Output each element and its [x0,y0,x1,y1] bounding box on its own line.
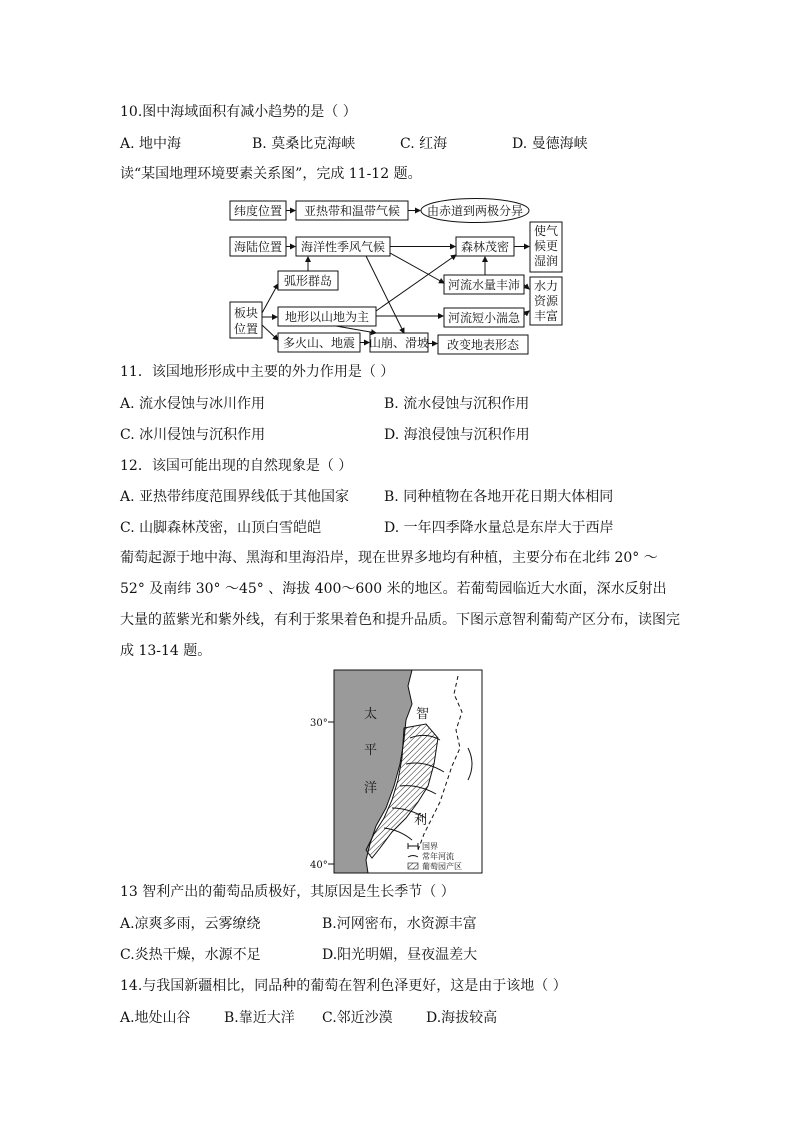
q12-option-a: A. 亚热带纬度范围界线低于其他国家 [120,489,350,505]
q11-option-a: A. 流水侵蚀与冰川作用 [120,396,266,412]
label-humid-2: 候更 [533,239,559,253]
label-landslide: 山崩、滑坡 [368,336,430,350]
label-subtropical-climate: 亚热带和温带气候 [303,204,401,218]
relationship-diagram [226,197,566,357]
q11-option-c: C. 冰川侵蚀与沉积作用 [120,427,266,443]
label-surface-change: 改变地表形态 [446,338,520,352]
label-hydro-3: 丰富 [533,309,559,323]
label-volcano-quake: 多火山、地震 [282,336,356,350]
country-char-1: 智 [416,707,430,722]
q12-option-d: D. 一年四季降水量总是东岸大于西岸 [384,520,614,536]
question-10-stem: 10.图中海域面积有减小趋势的是（ ） [120,104,357,120]
q14-option-a: A.地处山谷 [120,1010,191,1026]
q12-option-c: C. 山脚森林茂密，山顶白雪皑皑 [120,520,322,536]
q10-option-d: D. 曼德海峡 [512,136,588,152]
q14-option-d: D.海拔较高 [426,1010,498,1026]
ocean-char-3: 洋 [364,781,378,796]
label-equator-to-poles: 由赤道到两极分异 [426,204,524,218]
label-sea-land: 海陆位置 [233,240,283,254]
grape-paragraph: 葡萄起源于地中海、黑海和里海沿岸，现在世界多地均有种植，主要分布在北纬 20° ～52° 及南纬 30° ～45° 、海拔 400～600 米的地区。若葡萄园临近大水面，深水反射出大量的蓝紫光和紫外线，有利于浆果着色和提升品质。下图示意智利葡萄产区分布，读图完成 13-14 题。 [120,550,680,659]
label-hydro-1: 水力 [533,279,559,293]
label-latitude: 纬度位置 [233,204,283,218]
intro-11-12: 读“某国地理环境要素关系图”，完成 11-12 题。 [120,166,422,182]
label-plate-2: 位置 [233,322,259,336]
label-short-rivers: 河流短小湍急 [447,311,521,325]
label-mountain-terrain: 地形以山地为主 [284,310,370,324]
q11-option-d: D. 海浪侵蚀与沉积作用 [384,427,530,443]
chile-grape-map [308,668,488,878]
label-maritime-climate: 海洋性季风气候 [300,240,386,254]
q13-option-a: A.凉爽多雨，云雾缭绕 [120,916,261,932]
q10-option-b: B. 莫桑比克海峡 [252,136,356,152]
label-plate-1: 板块 [233,306,259,320]
q11-option-b: B. 流水侵蚀与沉积作用 [384,396,530,412]
label-river-water: 河流水量丰沛 [447,278,521,292]
q13-option-d: D.阳光明媚，昼夜温差大 [322,947,478,963]
country-char-2: 利 [414,813,428,828]
label-island-arc: 弧形群岛 [283,274,333,288]
label-forest: 森林茂密 [460,240,510,254]
label-hydro-2: 资源 [533,294,559,308]
question-12-stem: 12．该国可能出现的自然现象是（ ） [120,458,353,474]
q13-option-b: B.河网密布，水资源丰富 [322,916,477,932]
latitude-label-40: 40° [310,860,328,871]
legend-river: 常年河流 [422,852,454,861]
label-humid-1: 使气 [533,224,559,238]
question-14-stem: 14.与我国新疆相比，同品种的葡萄在智利色泽更好，这是由于该地（ ） [120,978,567,994]
q13-option-c: C.炎热干燥，水源不足 [120,947,261,963]
label-humid-3: 湿润 [533,254,559,268]
legend-border: 国界 [422,842,438,851]
ocean-char-1: 太 [364,707,378,722]
latitude-label-30: 30° [310,718,328,729]
q10-option-a: A. 地中海 [120,136,182,152]
q14-option-c: C.邻近沙漠 [322,1010,393,1026]
question-11-stem: 11．该国地形形成中主要的外力作用是（ ） [120,364,395,380]
legend-grape-area: 葡萄园产区 [422,862,462,871]
question-13-stem: 13 智利产出的葡萄品质极好，其原因是生长季节（ ） [120,884,455,900]
q14-option-b: B.靠近大洋 [224,1010,295,1026]
ocean-char-2: 平 [364,743,378,758]
q12-option-b: B. 同种植物在各地开花日期大体相同 [384,489,614,505]
q10-option-c: C. 红海 [400,136,448,152]
